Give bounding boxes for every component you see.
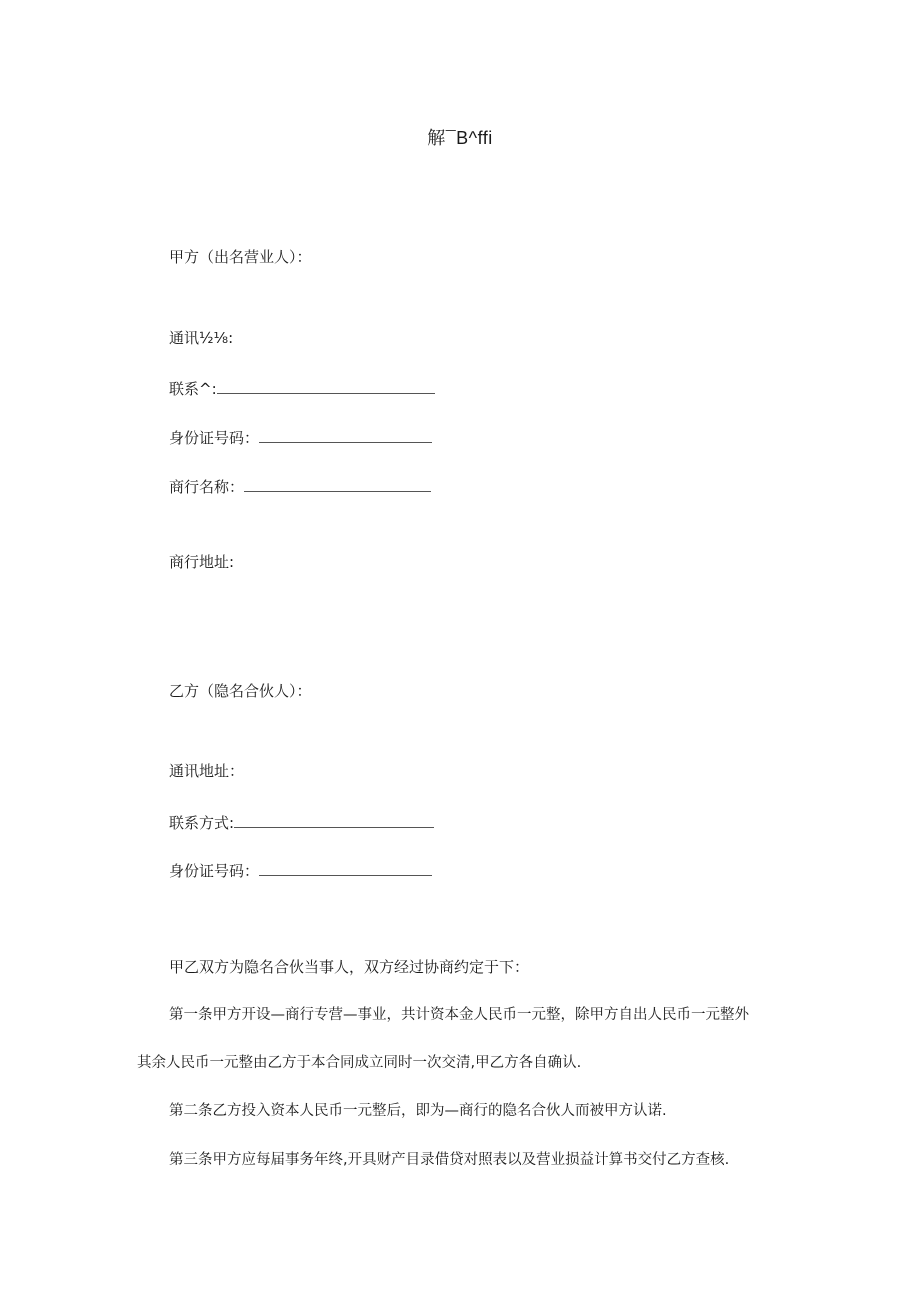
- party-a-id-blank: [259, 428, 432, 443]
- document-title: 解¯B^ffi: [427, 128, 493, 148]
- article-3-paragraph: 第三条甲方应每届事务年终,开具财产目录借贷对照表以及营业损益计算书交付乙方查核.: [169, 1152, 730, 1168]
- intro-paragraph: 甲乙双方为隐名合伙当事人，双方经过协商约定于下：: [169, 958, 530, 976]
- party-a-shop-name-label: 商行名称：: [169, 478, 245, 496]
- party-a-shop-name-blank: [244, 477, 431, 492]
- party-a-contact-row: [169, 379, 435, 399]
- party-b-id-blank: [259, 861, 432, 876]
- article-2-paragraph: 第二条乙方投入资本人民币一元整后，即为—商行的隐名合伙人而被甲方认诺.: [169, 1103, 667, 1119]
- party-b-contact-row: [169, 813, 434, 833]
- party-a-contact-blank: [217, 379, 435, 394]
- party-a-heading: 甲方（出名营业人）：: [169, 248, 312, 266]
- party-b-contact-blank: [234, 813, 434, 828]
- party-b-address-label: 通讯地址：: [169, 762, 245, 780]
- article-1-line-1: 第一条甲方开设—商行专营—事业，共计资本金人民币一元整，除甲方自出人民币一元整外: [169, 1007, 749, 1023]
- party-a-contact-label: 联系^:: [169, 380, 217, 398]
- party-a-shop-name-row: [169, 477, 431, 497]
- party-a-shop-address-label: 商行地址:: [169, 553, 235, 571]
- party-a-id-label: 身份证号码：: [169, 429, 260, 447]
- party-b-contact-label: 联系方式:: [169, 814, 235, 832]
- party-b-heading: 乙方（隐名合伙人）：: [169, 682, 312, 700]
- party-a-id-row: [169, 428, 432, 448]
- party-a-address-label: 通讯½⅛:: [169, 329, 234, 347]
- party-b-id-row: [169, 861, 432, 881]
- party-b-id-label: 身份证号码：: [169, 862, 260, 880]
- article-1-line-2: 其余人民币一元整由乙方于本合同成立同时一次交清,甲乙方各自确认.: [137, 1055, 582, 1071]
